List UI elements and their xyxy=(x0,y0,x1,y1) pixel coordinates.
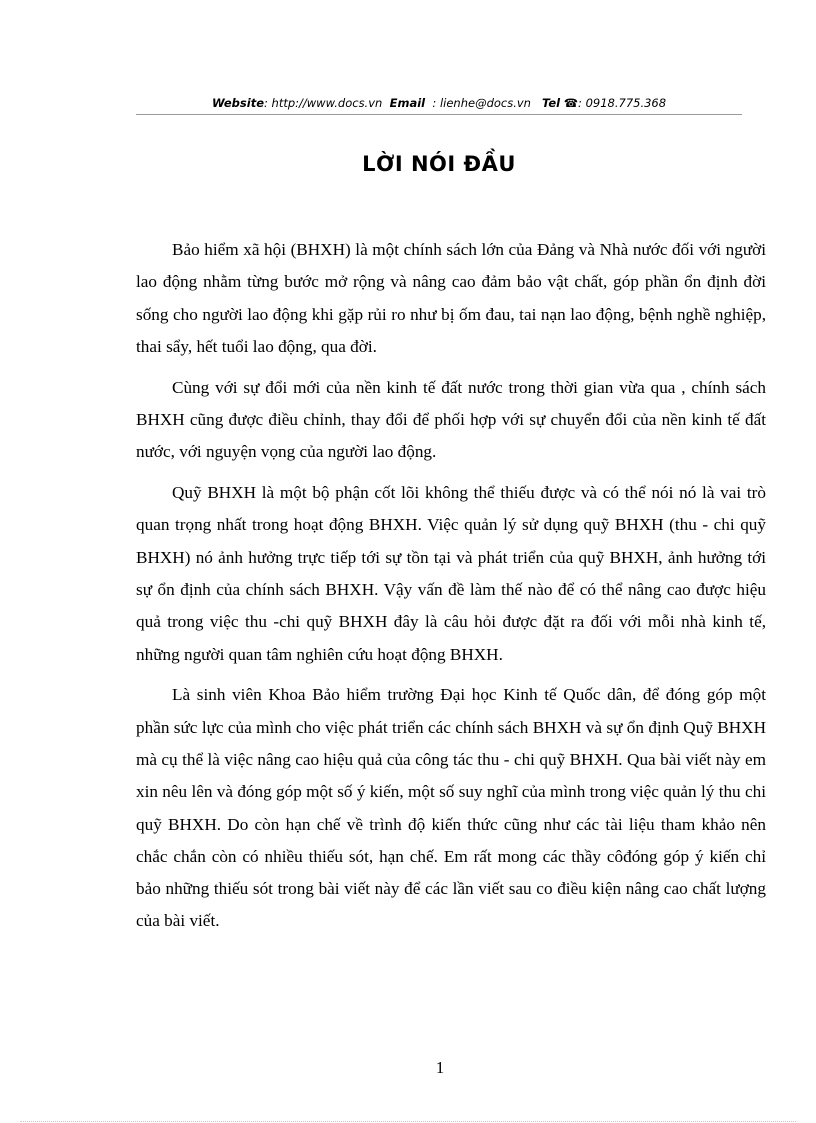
paragraph-2: Cùng với sự đổi mới của nền kinh tế đất nước trong thời gian vừa qua , chính sách BHXH cũng được điều chỉnh, thay đổi để phối hợp với sự chuyển đổi của nền kinh tế đất nước, với nguyện vọng của người lao động. xyxy=(136,377,766,462)
paragraph-4: Là sinh viên Khoa Bảo hiểm trường Đại học Kinh tế Quốc dân, để đóng góp một phần sức lực của mình cho việc phát triển các chính sách BHXH và sự ổn định Quỹ BHXH mà cụ thể là việc nâng cao hiệu quả của công tác thu - chi quỹ BHXH. Qua bài viết này em xin nêu lên và đóng góp một số ý kiến, một số suy nghĩ của mình trong việc quản lý thu chi quỹ BHXH. Do còn hạn chế về trình độ kiến thức cũng như các tài liệu tham khảo nên chắc chắn còn có nhiều thiếu sót, hạn chế. Em rất mong các thầy côđóng góp ý kiến chỉ bảo những thiếu sót trong bài viết này để các lần viết sau co điều kiện nâng cao chất lượng của bài viết. xyxy=(136,685,766,931)
footer-divider xyxy=(20,1121,796,1122)
page-title: LỜI NÓI ĐẦU xyxy=(362,152,516,176)
tel-value: : 0918.775.368 xyxy=(578,96,667,110)
paragraph-1: Bảo hiểm xã hội (BHXH) là một chính sách lớn của Đảng và Nhà nước đối với người lao động nhằm từng bước mở rộng và nâng cao đảm bảo vật chất, góp phần ổn định đời sống cho người lao động khi gặp rủi ro như bị ốm đau, tai nạn lao động, bệnh nghề nghiệp, thai sẩy, hết tuổi lao động, qua đời. xyxy=(136,240,766,356)
page-number: 1 xyxy=(435,1058,445,1077)
website-value: : http://www.docs.vn xyxy=(264,96,383,110)
document-body xyxy=(136,234,766,946)
tel-label: Tel xyxy=(541,96,561,110)
phone-icon: ☎ xyxy=(563,96,579,110)
page-header xyxy=(136,96,742,110)
header-divider xyxy=(136,114,742,115)
paragraph-3: Quỹ BHXH là một bộ phận cốt lõi không thể thiếu được và có thể nói nó là vai trò quan trọng nhất trong hoạt động BHXH. Việc quản lý sử dụng quỹ BHXH (thu - chi quỹ BHXH) nó ảnh hưởng trực tiếp tới sự tồn tại và phát triển của quỹ BHXH, ảnh hưởng tới sự ổn định của chính sách BHXH. Vậy vấn đề làm thế nào để có thể nâng cao được hiệu quả trong việc thu -chi quỹ BHXH đây là câu hỏi được đặt ra đối với mỗi nhà kinh tế, những người quan tâm nghiên cứu hoạt động BHXH. xyxy=(136,483,766,664)
email-label: Email xyxy=(389,96,426,110)
email-value: : lienhe@docs.vn xyxy=(432,96,531,110)
website-label: Website xyxy=(211,96,265,110)
